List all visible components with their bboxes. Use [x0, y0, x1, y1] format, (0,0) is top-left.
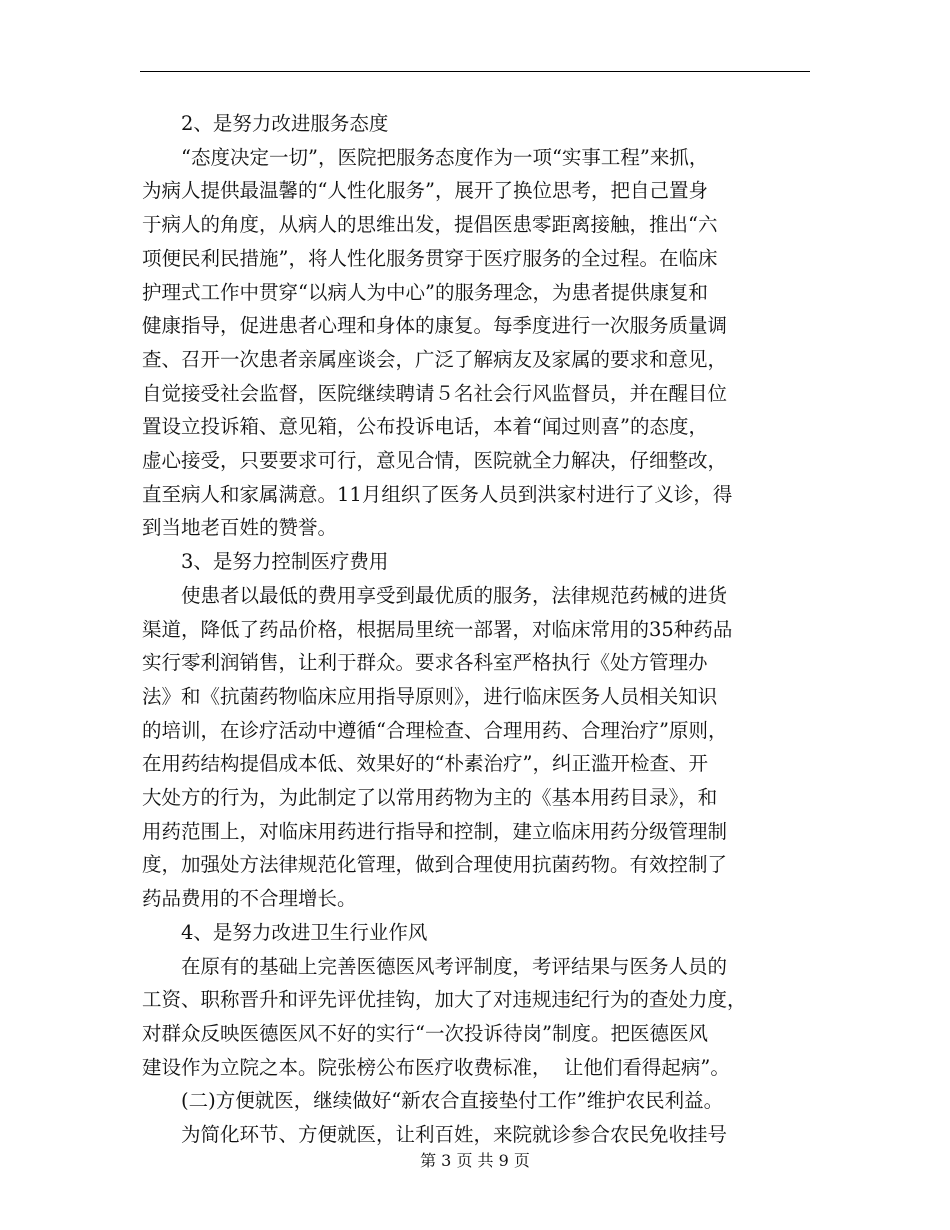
text-line: 置设立投诉箱、意见箱，公布投诉电话，本着“闻过则喜”的态度，: [142, 415, 708, 439]
text-line: 直至病人和家属满意。11月组织了医务人员到洪家村进行了义诊，得: [142, 482, 733, 506]
document-body: [142, 107, 814, 1152]
text-line: 健康指导，促进患者心理和身体的康复。每季度进行一次服务质量调: [142, 314, 728, 338]
text-line: 的培训，在诊疗活动中遵循“合理检查、合理用药、合理治疗”原则，: [142, 718, 728, 742]
text-line: 虚心接受，只要要求可行，意见合情，医院就全力解决，仔细整改，: [142, 449, 728, 473]
text-line: 法》和《抗菌药物临床应用指导原则》，进行临床医务人员相关知识: [142, 684, 718, 708]
text-line: 为病人提供最温馨的“人性化服务”，展开了换位思考，把自己置身: [142, 179, 708, 203]
text-line: 大处方的行为，为此制定了以常用药物为主的《基本用药目录》，和: [142, 786, 718, 810]
text-line: 度，加强处方法律规范化管理，做到合理使用抗菌药物。有效控制了: [142, 853, 728, 877]
text-line: “态度决定一切”，医院把服务态度作为一项“实事工程”来抓，: [142, 145, 709, 169]
text-line: 3、是努力控制医疗费用: [142, 550, 389, 574]
text-line: 药品费用的不合理增长。: [142, 887, 357, 911]
page-footer: 第 3 页 共 9 页: [420, 1151, 530, 1170]
text-line: 查、召开一次患者亲属座谈会，广泛了解病友及家属的要求和意见，: [142, 347, 728, 371]
text-line: 建设作为立院之本。院张榜公布医疗收费标准， 让他们看得起病”。: [142, 1055, 730, 1079]
text-line: 工资、职称晋升和评先评优挂钩，加大了对违规违纪行为的查处力度，: [142, 988, 747, 1012]
text-line: 实行零利润销售，让利于群众。要求各科室严格执行《处方管理办: [142, 651, 708, 675]
text-line: 在原有的基础上完善医德医风考评制度，考评结果与医务人员的: [142, 954, 728, 978]
text-line: 到当地老百姓的赞誉。: [142, 516, 338, 540]
text-line: 于病人的角度，从病人的思维出发，提倡医患零距离接触，推出“六: [142, 213, 718, 237]
text-line: 使患者以最低的费用享受到最优质的服务，法律规范药械的进货: [142, 583, 728, 607]
text-line: 为简化环节、方便就医，让利百姓，来院就诊参合农民免收挂号: [142, 1123, 728, 1147]
text-line: 用药范围上，对临床用药进行指导和控制，建立临床用药分级管理制: [142, 819, 728, 843]
text-line: 2、是努力改进服务态度: [142, 112, 389, 135]
text-line: 自觉接受社会监督，医院继续聘请５名社会行风监督员，并在醒目位: [142, 381, 728, 405]
text-line: 在用药结构提倡成本低、效果好的“朴素治疗”，纠正滥开检查、开: [142, 752, 708, 776]
text-line: 项便民利民措施”，将人性化服务贯穿于医疗服务的全过程。在临床: [142, 246, 718, 270]
text-line: 4、是努力改进卫生行业作风: [142, 920, 428, 944]
header-rule: [140, 71, 810, 72]
text-line: 对群众反映医德医风不好的实行“一次投诉待岗”制度。把医德医风: [142, 1021, 708, 1045]
text-line: (二)方便就医，继续做好“新农合直接垫付工作”维护农民利益。: [142, 1089, 724, 1113]
text-line: 护理式工作中贯穿“以病人为中心”的服务理念，为患者提供康复和: [142, 280, 708, 304]
text-line: 渠道，降低了药品价格，根据局里统一部署，对临床常用的35种药品: [142, 617, 733, 641]
